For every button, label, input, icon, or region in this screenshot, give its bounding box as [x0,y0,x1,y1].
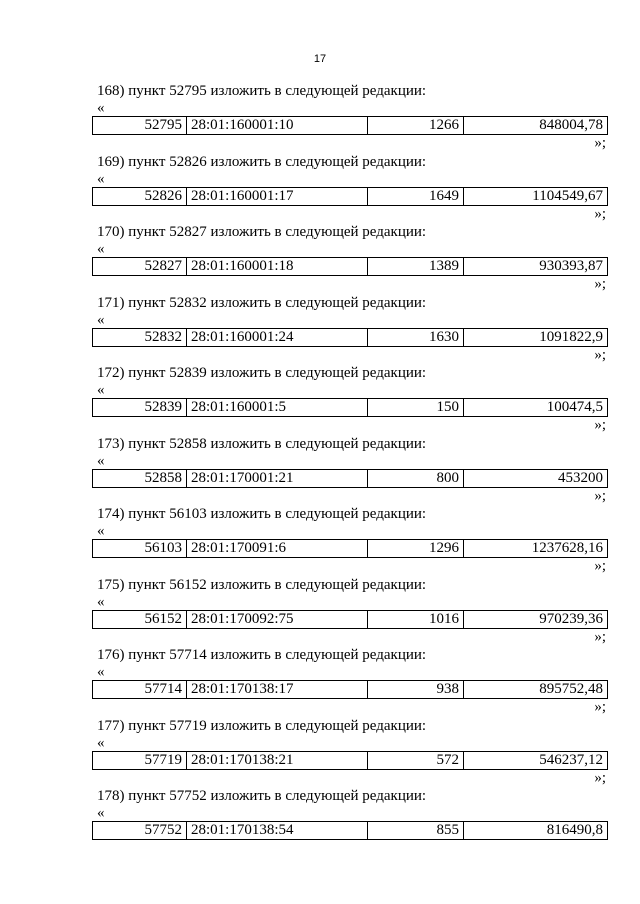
amendment-heading: 174) пункт 56103 изложить в следующей редакции: [97,506,427,522]
amendment-table [92,751,608,770]
table-row [93,117,608,135]
value-cell: 895752,48 [464,681,608,699]
amendment-entry [0,576,640,646]
amendment-table [92,469,608,488]
cadastral-number-cell: 28:01:160001:18 [187,258,368,276]
value-cell: 816490,8 [464,822,608,840]
item-number-cell: 57714 [93,681,187,699]
item-number-cell: 52826 [93,187,187,205]
amendment-table [92,116,608,135]
close-quote: »; [594,346,606,363]
amendment-table [92,610,608,629]
cadastral-number-cell: 28:01:170138:54 [187,822,368,840]
value-cell: 848004,78 [464,117,608,135]
table-row [93,540,608,558]
area-cell: 938 [368,681,464,699]
close-quote: »; [594,417,606,433]
close-quote: »; [594,135,606,151]
amendment-table [92,398,608,417]
area-cell: 1016 [368,610,464,628]
cadastral-number-cell: 28:01:170092:75 [187,610,368,628]
open-quote: « [97,734,105,751]
amendment-table [92,328,608,347]
amendment-entry [0,153,640,223]
table-row [93,681,608,699]
amendment-table [92,821,608,840]
amendment-table [92,187,608,206]
open-quote: « [97,664,105,680]
amendment-heading: 168) пункт 52795 изложить в следующей редакции: [97,83,427,99]
amendment-entry [0,223,640,293]
amendment-entry [0,787,640,857]
open-quote: « [97,100,105,116]
cadastral-number-cell: 28:01:160001:5 [187,399,368,417]
amendment-table [92,680,608,699]
amendment-heading: 177) пункт 57719 изложить в следующей редакции: [97,717,427,734]
open-quote: « [97,170,105,187]
table-row [93,610,608,628]
open-quote: « [97,452,105,469]
open-quote: « [97,593,105,610]
area-cell: 1649 [368,187,464,205]
open-quote: « [97,311,105,328]
area-cell: 1389 [368,258,464,276]
value-cell: 1104549,67 [464,187,608,205]
area-cell: 150 [368,399,464,417]
table-row [93,328,608,346]
amendment-table [92,539,608,558]
cadastral-number-cell: 28:01:170138:17 [187,681,368,699]
value-cell: 1237628,16 [464,540,608,558]
amendment-entry [0,82,640,152]
item-number-cell: 52827 [93,258,187,276]
table-row [93,469,608,487]
close-quote: »; [594,487,606,504]
amendment-entry [0,435,640,505]
amendment-entry [0,505,640,575]
item-number-cell: 56103 [93,540,187,558]
table-row [93,399,608,417]
table-row [93,822,608,840]
open-quote: « [97,382,105,398]
cadastral-number-cell: 28:01:160001:24 [187,328,368,346]
open-quote: « [97,805,105,821]
amendment-entry [0,294,640,364]
close-quote: »; [594,628,606,645]
amendment-table [92,257,608,276]
area-cell: 800 [368,469,464,487]
open-quote: « [97,523,105,539]
cadastral-number-cell: 28:01:170138:21 [187,751,368,769]
cadastral-number-cell: 28:01:170091:6 [187,540,368,558]
amendment-heading: 170) пункт 52827 изложить в следующей редакции: [97,224,427,240]
value-cell: 546237,12 [464,751,608,769]
close-quote: »; [594,769,606,786]
amendment-entry [0,717,640,787]
cadastral-number-cell: 28:01:170001:21 [187,469,368,487]
table-row [93,187,608,205]
value-cell: 930393,87 [464,258,608,276]
close-quote: »; [594,276,606,292]
amendment-heading: 171) пункт 52832 изложить в следующей редакции: [97,294,427,311]
table-row [93,751,608,769]
area-cell: 1296 [368,540,464,558]
area-cell: 1266 [368,117,464,135]
close-quote: »; [594,558,606,574]
item-number-cell: 57752 [93,822,187,840]
value-cell: 453200 [464,469,608,487]
amendment-heading: 169) пункт 52826 изложить в следующей редакции: [97,153,427,170]
amendment-heading: 175) пункт 56152 изложить в следующей редакции: [97,576,427,593]
item-number-cell: 57719 [93,751,187,769]
amendment-heading: 178) пункт 57752 изложить в следующей редакции: [97,788,427,804]
item-number-cell: 52832 [93,328,187,346]
amendment-heading: 172) пункт 52839 изложить в следующей редакции: [97,365,427,381]
value-cell: 970239,36 [464,610,608,628]
item-number-cell: 52858 [93,469,187,487]
item-number-cell: 56152 [93,610,187,628]
item-number-cell: 52795 [93,117,187,135]
amendment-heading: 173) пункт 52858 изложить в следующей редакции: [97,435,427,452]
amendment-entry [0,646,640,716]
amendment-heading: 176) пункт 57714 изложить в следующей редакции: [97,647,427,663]
open-quote: « [97,241,105,257]
table-row [93,258,608,276]
area-cell: 855 [368,822,464,840]
close-quote: »; [594,205,606,222]
area-cell: 572 [368,751,464,769]
page-number: 17 [313,53,327,65]
cadastral-number-cell: 28:01:160001:17 [187,187,368,205]
amendment-entry [0,364,640,434]
value-cell: 1091822,9 [464,328,608,346]
value-cell: 100474,5 [464,399,608,417]
area-cell: 1630 [368,328,464,346]
cadastral-number-cell: 28:01:160001:10 [187,117,368,135]
close-quote: »; [594,699,606,715]
item-number-cell: 52839 [93,399,187,417]
